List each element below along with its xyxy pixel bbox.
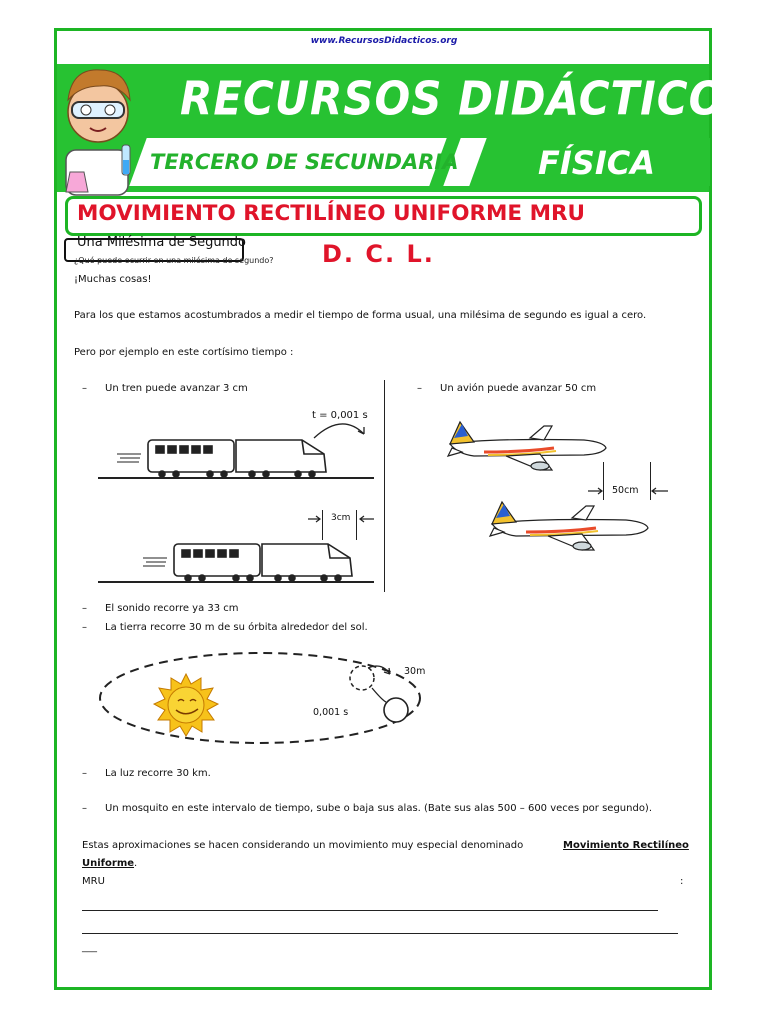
bullet-dash: – (82, 803, 87, 814)
paragraph-2: Para los que estamos acostumbrados a medir el tiempo de forma usual, una milésima de segundo es igual a cero. (74, 310, 647, 321)
bullet-dash: – (82, 768, 87, 779)
section-subtitle: Una Milésima de Segundo (77, 235, 247, 250)
train-distance-label: 3cm (331, 513, 351, 523)
subject-label: FÍSICA (538, 144, 655, 182)
closing-term-part2: Uniforme (82, 858, 135, 869)
bullet-dash: – (82, 622, 87, 633)
plane-distance-label: 50cm (612, 485, 639, 496)
paragraph-3: Pero por ejemplo en este cortísimo tiempo : (74, 347, 294, 358)
mru-colon: : (680, 876, 684, 887)
bullet-mosquito: Un mosquito en este intervalo de tiempo, sube o baja sus alas. (Bate sus alas 500 – 600 veces por segundo). (105, 803, 653, 814)
orbit-time-label: 0,001 s (313, 707, 349, 718)
train-icon (112, 432, 342, 482)
closing-intro: Estas aproximaciones se hacen considerando un movimiento muy especial denominado (82, 840, 524, 851)
bullet-dash: – (82, 603, 87, 614)
grade-label: TERCERO DE SECUNDARIA (150, 150, 459, 174)
brand-title: RECURSOS DIDÁCTICOS (180, 71, 757, 126)
orbit-distance-label: 30m (404, 666, 426, 677)
airplane-icon (444, 418, 610, 476)
site-url[interactable]: www.RecursosDidacticos.org (310, 36, 458, 46)
bullet-dash: – (82, 383, 87, 394)
rail-line (98, 581, 374, 583)
bullet-light: La luz recorre 30 km. (105, 768, 211, 779)
column-divider (384, 380, 385, 592)
answer-line[interactable] (82, 910, 658, 911)
closing-period: . (134, 858, 138, 869)
paragraph-1: ¡Muchas cosas! (74, 274, 152, 285)
sun-icon (146, 674, 226, 738)
bullet-plane: Un avión puede avanzar 50 cm (440, 383, 597, 394)
distance-arrows-icon (306, 514, 376, 524)
page-title: MOVIMIENTO RECTILÍNEO UNIFORME MRU (77, 201, 586, 226)
bullet-train: Un tren puede avanzar 3 cm (105, 383, 248, 394)
earth-motion-icon (342, 660, 412, 724)
mru-label: MRU (82, 876, 105, 887)
time-label: t = 0,001 s (312, 410, 368, 421)
answer-line-tail[interactable]: ___ (82, 942, 97, 953)
bullet-earth: La tierra recorre 30 m de su órbita alrededor del sol. (105, 622, 368, 633)
bullet-sound: El sonido recorre ya 33 cm (105, 603, 239, 614)
train-icon (138, 536, 368, 586)
closing-term-part1: Movimiento Rectilíneo (563, 840, 689, 851)
answer-line[interactable] (82, 933, 678, 934)
intro-question: ¿Qué puede ocurrir en una milésima de segundo? (74, 256, 274, 265)
rail-line (98, 477, 374, 479)
airplane-icon (486, 498, 652, 556)
dcl-label: D. C. L. (322, 240, 435, 268)
closing-term-line (82, 858, 137, 869)
scientist-mascot-icon (56, 60, 141, 195)
bullet-dash: – (417, 383, 422, 394)
